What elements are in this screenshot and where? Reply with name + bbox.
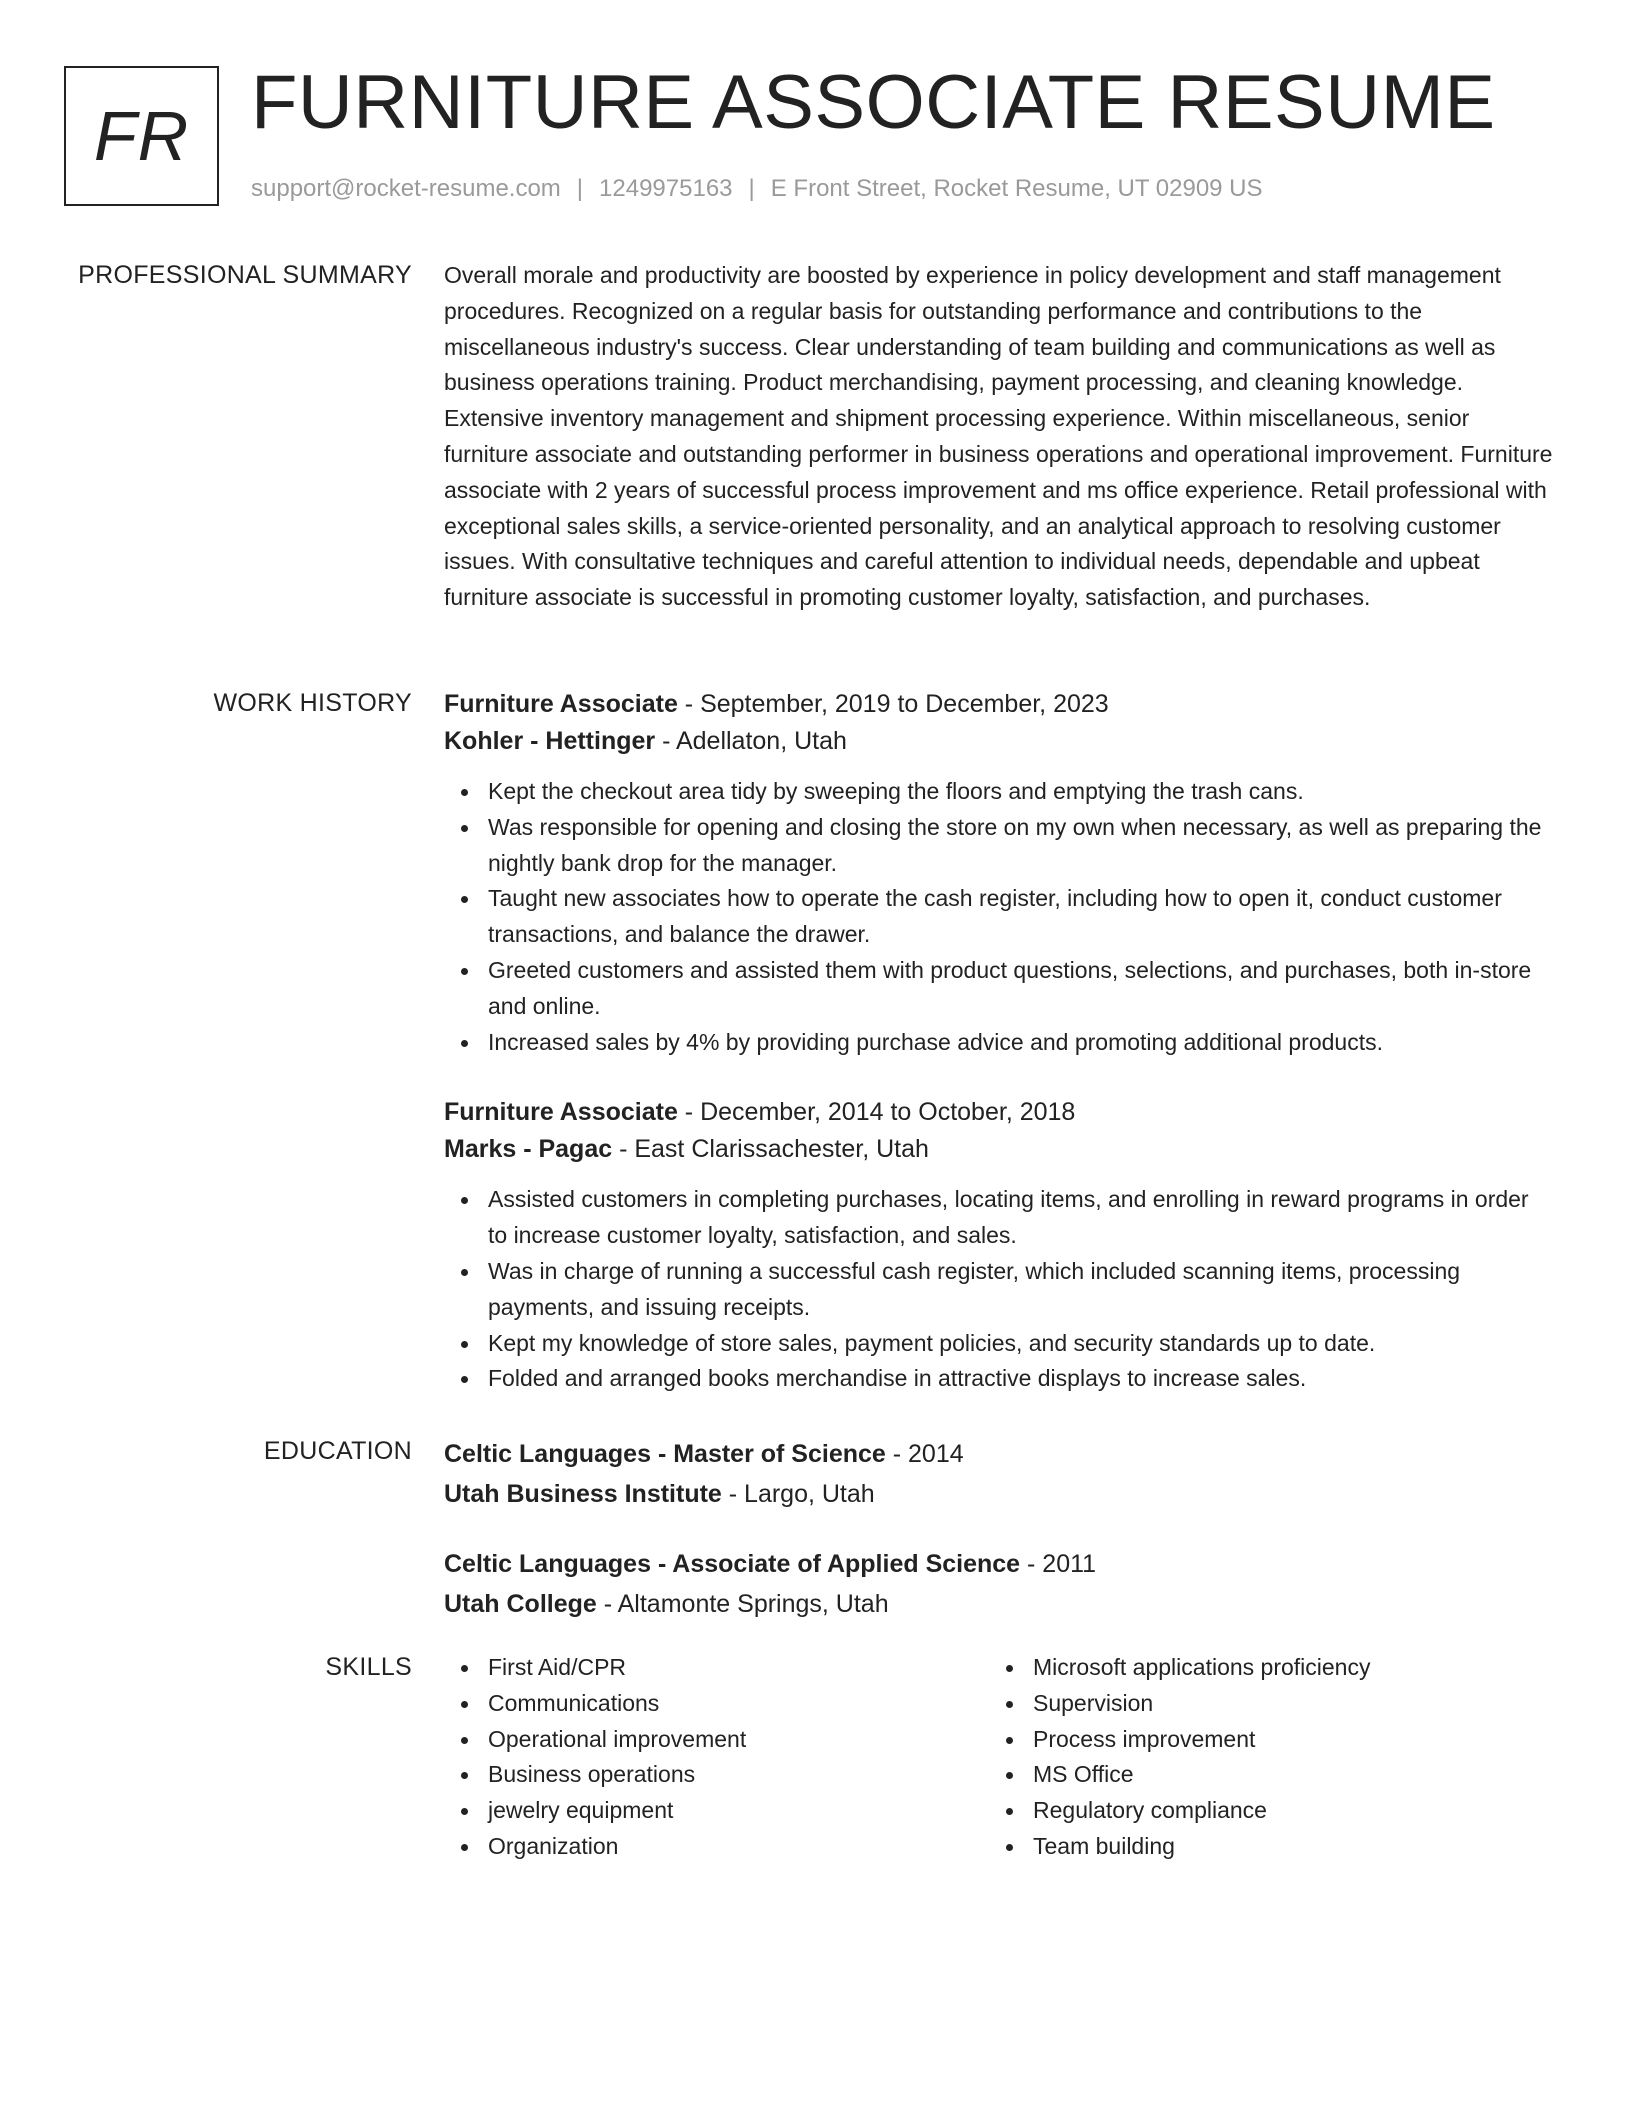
- school-line: [444, 1584, 1554, 1624]
- job-duty: Kept my knowledge of store sales, payment policies, and security standards up to date.: [488, 1326, 1554, 1362]
- work-history-heading: WORK HISTORY: [213, 689, 412, 717]
- summary-body: [444, 258, 1554, 616]
- skill-item: First Aid/CPR: [488, 1650, 989, 1686]
- job-duties-list: [444, 774, 1554, 1060]
- monogram-box: [64, 66, 219, 206]
- school-name: Utah Business Institute: [444, 1480, 722, 1508]
- job-company: Marks - Pagac: [444, 1135, 613, 1164]
- job-duty: Greeted customers and assisted them with product questions, selections, and purchases, both in-store and online.: [488, 953, 1554, 1025]
- skill-item: Process improvement: [1033, 1722, 1534, 1758]
- education-body: [444, 1434, 1554, 1624]
- job-location: - Adellaton, Utah: [655, 727, 847, 755]
- skills-columns: [444, 1650, 1554, 1865]
- job-duty: Was in charge of running a successful cash register, which included scanning items, processing payments, and issuing receipts.: [488, 1254, 1554, 1326]
- job-dates: - December, 2014 to October, 2018: [677, 1098, 1076, 1127]
- job-location: - East Clarissachester, Utah: [612, 1135, 929, 1164]
- job-title: Furniture Associate: [444, 1098, 678, 1127]
- education-entry: [444, 1434, 1554, 1514]
- job-duty: Assisted customers in completing purchases, locating items, and enrolling in reward programs in order to increase customer loyalty, satisfaction, and sales.: [488, 1182, 1554, 1254]
- job-duty: Taught new associates how to operate the cash register, including how to open it, conduct customer transactions, and balance the drawer.: [488, 881, 1554, 953]
- degree-line: [444, 1544, 1554, 1584]
- degree-name: Celtic Languages - Associate of Applied Science: [444, 1550, 1021, 1578]
- contact-separator: |: [576, 175, 584, 202]
- degree-year: - 2014: [885, 1440, 964, 1468]
- job-entry: [444, 686, 1554, 1060]
- skill-item: Team building: [1033, 1829, 1534, 1865]
- contact-phone[interactable]: 1249975163: [599, 175, 733, 202]
- monogram-initials: FR: [93, 97, 190, 175]
- education-heading: EDUCATION: [263, 1437, 412, 1465]
- job-duty: Was responsible for opening and closing the store on my own when necessary, as well as preparing the nightly bank drop for the manager.: [488, 810, 1554, 882]
- job-title: Furniture Associate: [444, 690, 678, 718]
- job-company-line: [444, 723, 1554, 760]
- skill-item: jewelry equipment: [488, 1793, 989, 1829]
- contact-address: E Front Street, Rocket Resume, UT 02909 US: [770, 175, 1263, 202]
- contact-email[interactable]: support@rocket-resume.com: [251, 175, 561, 202]
- job-company-line: [444, 1131, 1554, 1168]
- school-location: - Altamonte Springs, Utah: [596, 1590, 889, 1618]
- skills-list: [444, 1650, 989, 1865]
- job-duty: Folded and arranged books merchandise in attractive displays to increase sales.: [488, 1361, 1554, 1397]
- degree-name: Celtic Languages - Master of Science: [444, 1440, 886, 1468]
- education-entry: [444, 1544, 1554, 1624]
- skill-item: Regulatory compliance: [1033, 1793, 1534, 1829]
- skill-item: Microsoft applications proficiency: [1033, 1650, 1534, 1686]
- skill-item: Organization: [488, 1829, 989, 1865]
- job-duty: Kept the checkout area tidy by sweeping the floors and emptying the trash cans.: [488, 774, 1554, 810]
- skill-item: Supervision: [1033, 1686, 1534, 1722]
- job-duty: Increased sales by 4% by providing purchase advice and promoting additional products.: [488, 1025, 1554, 1061]
- job-duties-list: [444, 1182, 1554, 1397]
- work-history-body: [444, 686, 1554, 1397]
- job-company: Kohler - Hettinger: [444, 727, 656, 755]
- skill-item: Business operations: [488, 1757, 989, 1793]
- contact-line: [251, 174, 1263, 204]
- skills-heading: SKILLS: [325, 1653, 412, 1681]
- skills-list: [989, 1650, 1534, 1865]
- skill-item: MS Office: [1033, 1757, 1534, 1793]
- school-location: - Largo, Utah: [721, 1480, 875, 1508]
- skills-column-right: [989, 1650, 1534, 1865]
- skills-body: [444, 1650, 1554, 1865]
- degree-year: - 2011: [1020, 1550, 1097, 1578]
- contact-separator: |: [748, 175, 755, 202]
- job-title-line: [444, 686, 1554, 723]
- degree-line: [444, 1434, 1554, 1474]
- skill-item: Operational improvement: [488, 1722, 989, 1758]
- job-entry: [444, 1094, 1554, 1397]
- job-title-line: [444, 1094, 1554, 1131]
- skill-item: Communications: [488, 1686, 989, 1722]
- job-dates: - September, 2019 to December, 2023: [677, 690, 1109, 718]
- school-line: [444, 1474, 1554, 1514]
- summary-text: Overall morale and productivity are boosted by experience in policy development and staff management procedures. Recognized on a regular basis for outstanding performance and contributions to the miscellaneous industry's success. Clear understanding of team building and communications as well as business operations training. Product merchandising, payment processing, and cleaning knowledge. Extensive inventory management and shipment processing experience. Within miscellaneous, senior furniture associate and outstanding performer in business operations and operational improvement. Furniture associate with 2 years of successful process improvement and ms office experience. Retail professional with exceptional sales skills, a service-oriented personality, and an analytical approach to resolving customer issues. With consultative techniques and careful attention to individual needs, dependable and upbeat furniture associate is successful in promoting customer loyalty, satisfaction, and purchases.: [444, 262, 1553, 611]
- summary-heading: PROFESSIONAL SUMMARY: [78, 261, 412, 289]
- school-name: Utah College: [444, 1590, 597, 1618]
- skills-column-left: [444, 1650, 989, 1865]
- resume-title: FURNITURE ASSOCIATE RESUME: [251, 60, 1496, 145]
